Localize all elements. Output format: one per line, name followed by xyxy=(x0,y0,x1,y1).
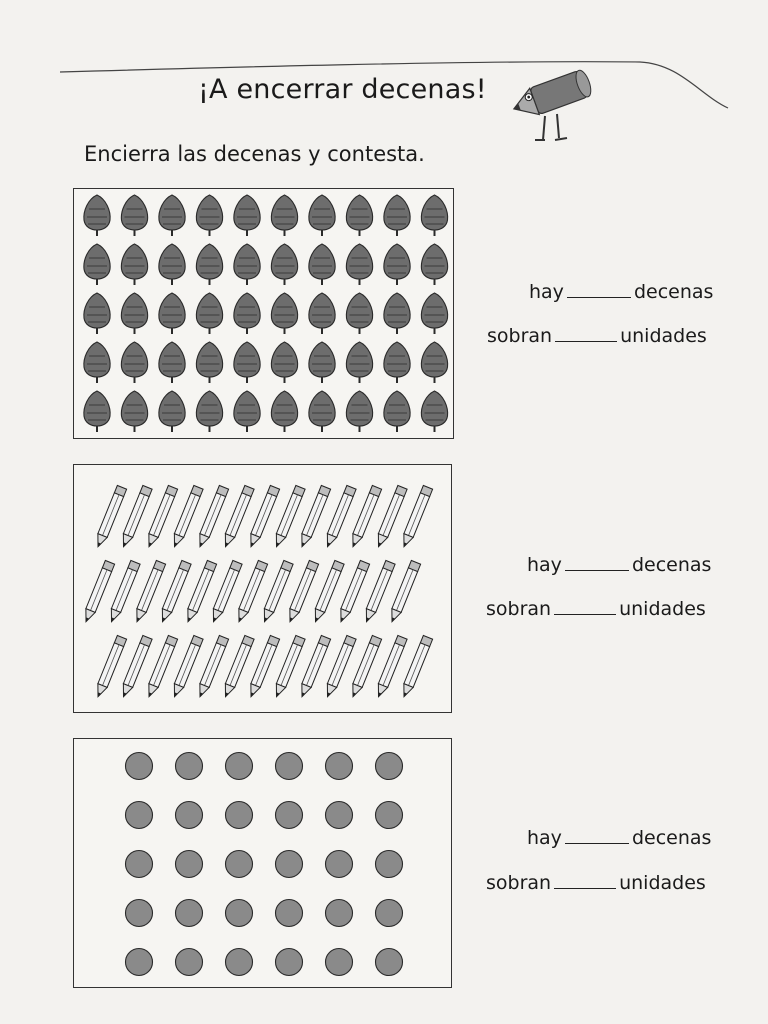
circle-icon xyxy=(376,802,403,829)
tree-icon xyxy=(384,391,410,432)
circle-icon xyxy=(326,753,353,780)
tree-icon xyxy=(384,195,410,236)
circle-icon xyxy=(126,753,153,780)
tree-icon xyxy=(346,293,372,334)
answer-sobran-1 xyxy=(487,325,707,347)
tree-icon xyxy=(384,342,410,383)
decenas-label: decenas xyxy=(633,281,714,303)
tree-icon xyxy=(346,342,372,383)
circles-grid xyxy=(74,739,452,988)
tree-icon xyxy=(234,195,260,236)
circle-icon xyxy=(176,949,203,976)
trees-grid xyxy=(74,189,454,439)
decenas-label: decenas xyxy=(631,827,712,849)
decenas-label: decenas xyxy=(631,554,712,576)
tree-icon xyxy=(421,195,447,236)
circle-icon xyxy=(126,802,153,829)
tree-icon xyxy=(271,244,297,285)
circles-panel xyxy=(73,738,452,988)
circle-icon xyxy=(176,802,203,829)
tree-icon xyxy=(196,391,222,432)
tree-icon xyxy=(271,195,297,236)
tree-icon xyxy=(84,195,110,236)
circle-icon xyxy=(376,900,403,927)
circle-icon xyxy=(276,900,303,927)
hay-label: hay xyxy=(527,827,562,849)
tree-icon xyxy=(346,195,372,236)
tree-icon xyxy=(121,342,147,383)
tree-icon xyxy=(271,342,297,383)
tree-icon xyxy=(159,244,185,285)
circle-icon xyxy=(226,753,253,780)
tree-icon xyxy=(84,342,110,383)
sobran-label: sobran xyxy=(487,325,553,347)
circle-icon xyxy=(376,851,403,878)
unidades-label: unidades xyxy=(619,872,706,894)
answer-sobran-3 xyxy=(486,872,706,894)
pencil-character-icon xyxy=(505,60,595,150)
pencils-grid xyxy=(74,465,452,713)
tree-icon xyxy=(234,244,260,285)
tree-icon xyxy=(309,244,335,285)
tree-icon xyxy=(159,391,185,432)
tree-icon xyxy=(159,195,185,236)
decenas-blank[interactable] xyxy=(567,296,631,298)
tree-icon xyxy=(234,391,260,432)
decenas-blank[interactable] xyxy=(565,842,629,844)
tree-icon xyxy=(159,342,185,383)
tree-icon xyxy=(421,244,447,285)
tree-icon xyxy=(271,293,297,334)
tree-icon xyxy=(84,293,110,334)
circle-icon xyxy=(176,753,203,780)
pencil-icon xyxy=(81,560,114,623)
worksheet-title: ¡A encerrar decenas! xyxy=(198,74,487,105)
circle-icon xyxy=(226,900,253,927)
tree-icon xyxy=(384,244,410,285)
circle-icon xyxy=(326,900,353,927)
tree-icon xyxy=(121,195,147,236)
tree-icon xyxy=(121,244,147,285)
tree-icon xyxy=(121,391,147,432)
tree-icon xyxy=(421,342,447,383)
trees-panel xyxy=(73,188,454,439)
circle-icon xyxy=(326,851,353,878)
worksheet-instruction: Encierra las decenas y contesta. xyxy=(84,142,425,166)
decenas-blank[interactable] xyxy=(565,569,629,571)
unidades-blank[interactable] xyxy=(554,887,616,889)
circle-icon xyxy=(276,802,303,829)
circle-icon xyxy=(126,949,153,976)
unidades-blank[interactable] xyxy=(554,613,616,615)
tree-icon xyxy=(384,293,410,334)
circle-icon xyxy=(376,753,403,780)
pencil-icon xyxy=(93,635,126,698)
pencil-icon xyxy=(93,485,126,548)
answer-hay-1 xyxy=(529,281,713,303)
tree-icon xyxy=(234,293,260,334)
circle-icon xyxy=(176,851,203,878)
tree-icon xyxy=(196,195,222,236)
tree-icon xyxy=(234,342,260,383)
circle-icon xyxy=(126,900,153,927)
answer-hay-2 xyxy=(527,554,711,576)
circle-icon xyxy=(276,949,303,976)
tree-icon xyxy=(421,293,447,334)
answer-sobran-2 xyxy=(486,598,706,620)
tree-icon xyxy=(196,244,222,285)
sobran-label: sobran xyxy=(486,598,552,620)
sobran-label: sobran xyxy=(486,872,552,894)
hay-label: hay xyxy=(527,554,562,576)
circle-icon xyxy=(326,802,353,829)
tree-icon xyxy=(84,391,110,432)
circle-icon xyxy=(326,949,353,976)
tree-icon xyxy=(309,391,335,432)
tree-icon xyxy=(196,342,222,383)
circle-icon xyxy=(376,949,403,976)
circle-icon xyxy=(226,802,253,829)
hay-label: hay xyxy=(529,281,564,303)
unidades-blank[interactable] xyxy=(555,340,617,342)
tree-icon xyxy=(346,244,372,285)
tree-icon xyxy=(309,342,335,383)
tree-icon xyxy=(159,293,185,334)
circle-icon xyxy=(226,851,253,878)
unidades-label: unidades xyxy=(620,325,707,347)
pencils-panel xyxy=(73,464,452,713)
circle-icon xyxy=(276,753,303,780)
circle-icon xyxy=(226,949,253,976)
tree-icon xyxy=(346,391,372,432)
tree-icon xyxy=(84,244,110,285)
unidades-label: unidades xyxy=(619,598,706,620)
circle-icon xyxy=(276,851,303,878)
tree-icon xyxy=(271,391,297,432)
circle-icon xyxy=(176,900,203,927)
answer-hay-3 xyxy=(527,827,711,849)
circle-icon xyxy=(126,851,153,878)
tree-icon xyxy=(309,293,335,334)
tree-icon xyxy=(121,293,147,334)
tree-icon xyxy=(421,391,447,432)
tree-icon xyxy=(196,293,222,334)
tree-icon xyxy=(309,195,335,236)
